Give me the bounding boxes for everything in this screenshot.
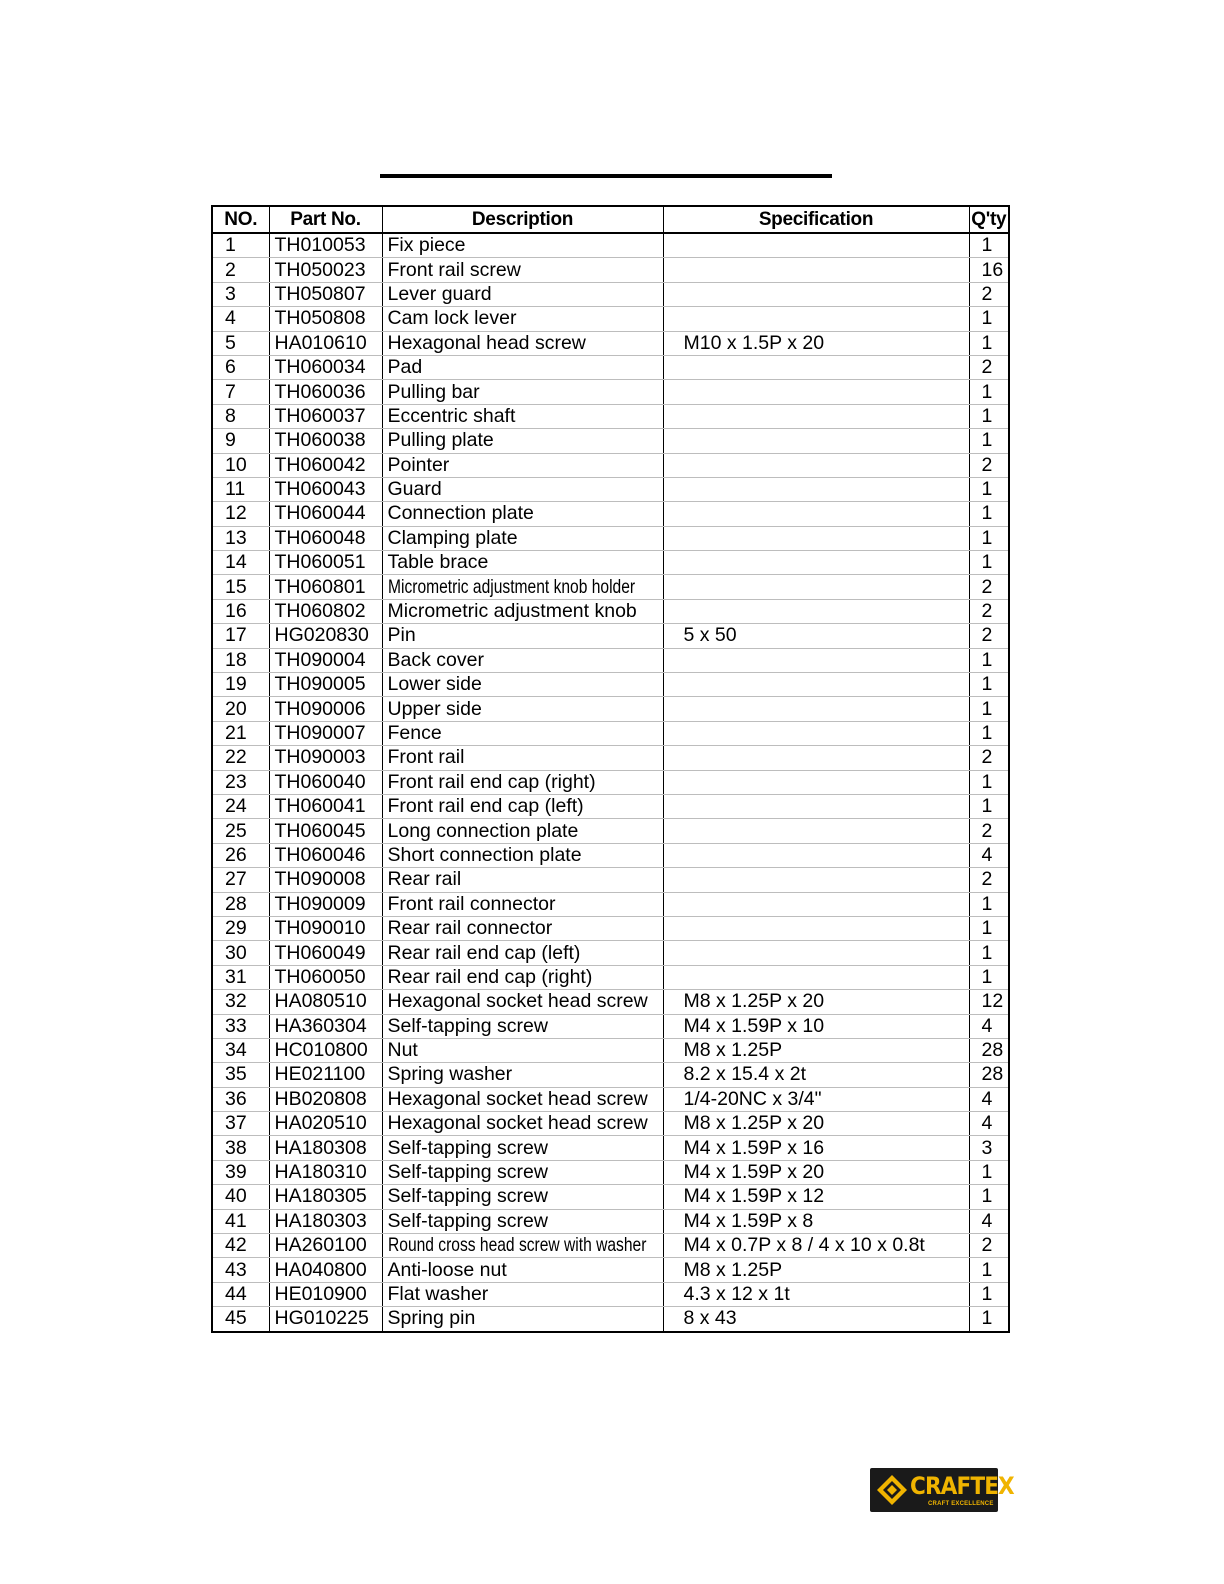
cell-no: 33 — [212, 1014, 269, 1038]
cell-no: 15 — [212, 575, 269, 599]
cell-specification — [663, 551, 969, 575]
table-row — [212, 453, 1009, 477]
cell-part-no: TH060038 — [269, 429, 382, 453]
header-no: NO. — [212, 206, 269, 233]
table-row — [212, 965, 1009, 989]
cell-part-no: HA010610 — [269, 331, 382, 355]
cell-qty: 28 — [969, 1063, 1009, 1087]
cell-specification — [663, 941, 969, 965]
cell-no: 37 — [212, 1112, 269, 1136]
cell-specification — [663, 258, 969, 282]
cell-qty: 1 — [969, 697, 1009, 721]
cell-no: 43 — [212, 1258, 269, 1282]
condensed-text: Micrometric adjustment knob holder — [387, 575, 635, 598]
cell-specification: M4 x 1.59P x 20 — [663, 1160, 969, 1184]
cell-description: Cam lock lever — [382, 307, 663, 331]
cell-no: 1 — [212, 233, 269, 258]
cell-part-no: TH060041 — [269, 794, 382, 818]
cell-specification — [663, 868, 969, 892]
cell-qty: 1 — [969, 1307, 1009, 1332]
cell-part-no: TH090009 — [269, 892, 382, 916]
cell-description: Upper side — [382, 697, 663, 721]
table-row — [212, 697, 1009, 721]
cell-qty: 3 — [969, 1136, 1009, 1160]
cell-no: 23 — [212, 770, 269, 794]
cell-qty: 4 — [969, 1112, 1009, 1136]
cell-part-no: TH050808 — [269, 307, 382, 331]
table-row — [212, 1136, 1009, 1160]
table-row — [212, 1112, 1009, 1136]
table-row — [212, 331, 1009, 355]
cell-part-no: TH060043 — [269, 477, 382, 501]
table-row — [212, 258, 1009, 282]
cell-description: Fix piece — [382, 233, 663, 258]
table-row — [212, 1307, 1009, 1332]
cell-no: 19 — [212, 673, 269, 697]
table-row — [212, 526, 1009, 550]
table-row — [212, 1063, 1009, 1087]
cell-specification — [663, 477, 969, 501]
cell-no: 29 — [212, 916, 269, 940]
table-row — [212, 599, 1009, 623]
cell-qty: 1 — [969, 721, 1009, 745]
title-underline — [380, 174, 832, 178]
cell-description: Rear rail end cap (left) — [382, 941, 663, 965]
table-row — [212, 575, 1009, 599]
table-row — [212, 1038, 1009, 1062]
table-row — [212, 1014, 1009, 1038]
table-row — [212, 282, 1009, 306]
cell-part-no: TH090006 — [269, 697, 382, 721]
cell-specification: M4 x 1.59P x 8 — [663, 1209, 969, 1233]
cell-part-no: TH060050 — [269, 965, 382, 989]
cell-description: Eccentric shaft — [382, 404, 663, 428]
cell-description: Back cover — [382, 648, 663, 672]
cell-no: 38 — [212, 1136, 269, 1160]
logo-tagline: CRAFT EXCELLENCE — [928, 1501, 994, 1507]
cell-description: Hexagonal socket head screw — [382, 1087, 663, 1111]
cell-description: Self-tapping screw — [382, 1160, 663, 1184]
cell-qty: 1 — [969, 380, 1009, 404]
cell-no: 5 — [212, 331, 269, 355]
parts-list-table — [211, 205, 1010, 1333]
table-row — [212, 1258, 1009, 1282]
cell-qty: 28 — [969, 1038, 1009, 1062]
cell-description: Short connection plate — [382, 843, 663, 867]
cell-qty: 1 — [969, 429, 1009, 453]
cell-description: Micrometric adjustment knob — [382, 599, 663, 623]
table-header-row — [212, 206, 1009, 233]
cell-description: Front rail — [382, 746, 663, 770]
cell-description: Fence — [382, 721, 663, 745]
cell-part-no: TH060051 — [269, 551, 382, 575]
table-row — [212, 819, 1009, 843]
cell-qty: 1 — [969, 770, 1009, 794]
cell-qty: 1 — [969, 673, 1009, 697]
cell-qty: 1 — [969, 307, 1009, 331]
cell-part-no: HA020510 — [269, 1112, 382, 1136]
cell-qty: 2 — [969, 868, 1009, 892]
cell-no: 21 — [212, 721, 269, 745]
cell-part-no: TH060045 — [269, 819, 382, 843]
table-row — [212, 990, 1009, 1014]
cell-no: 2 — [212, 258, 269, 282]
cell-specification: 8.2 x 15.4 x 2t — [663, 1063, 969, 1087]
cell-description: Pointer — [382, 453, 663, 477]
cell-description: Hexagonal socket head screw — [382, 1112, 663, 1136]
cell-description: Spring washer — [382, 1063, 663, 1087]
cell-no: 8 — [212, 404, 269, 428]
cell-qty: 1 — [969, 892, 1009, 916]
cell-qty: 1 — [969, 794, 1009, 818]
cell-qty: 2 — [969, 453, 1009, 477]
header-part-no: Part No. — [269, 206, 382, 233]
cell-part-no: TH050807 — [269, 282, 382, 306]
table-row — [212, 355, 1009, 379]
cell-description: Pin — [382, 624, 663, 648]
cell-part-no: HA180308 — [269, 1136, 382, 1160]
cell-specification — [663, 965, 969, 989]
table-row — [212, 624, 1009, 648]
cell-description: Self-tapping screw — [382, 1209, 663, 1233]
cell-description: Front rail connector — [382, 892, 663, 916]
cell-description: Flat washer — [382, 1282, 663, 1306]
cell-description: Rear rail end cap (right) — [382, 965, 663, 989]
cell-no: 45 — [212, 1307, 269, 1332]
cell-description: Lever guard — [382, 282, 663, 306]
cell-no: 25 — [212, 819, 269, 843]
cell-specification — [663, 404, 969, 428]
cell-specification: M8 x 1.25P x 20 — [663, 1112, 969, 1136]
cell-no: 14 — [212, 551, 269, 575]
table-row — [212, 770, 1009, 794]
header-specification: Specification — [663, 206, 969, 233]
cell-part-no: TH060049 — [269, 941, 382, 965]
cell-part-no: HE021100 — [269, 1063, 382, 1087]
cell-no: 6 — [212, 355, 269, 379]
cell-qty: 2 — [969, 575, 1009, 599]
cell-specification — [663, 794, 969, 818]
cell-specification: M4 x 1.59P x 10 — [663, 1014, 969, 1038]
cell-no: 12 — [212, 502, 269, 526]
cell-qty: 1 — [969, 477, 1009, 501]
cell-no: 11 — [212, 477, 269, 501]
cell-part-no: TH090004 — [269, 648, 382, 672]
cell-specification — [663, 721, 969, 745]
cell-qty: 1 — [969, 916, 1009, 940]
cell-qty: 4 — [969, 1209, 1009, 1233]
cell-part-no: HG010225 — [269, 1307, 382, 1332]
cell-description: Clamping plate — [382, 526, 663, 550]
cell-part-no: HA180305 — [269, 1185, 382, 1209]
cell-qty: 2 — [969, 355, 1009, 379]
cell-part-no: TH060034 — [269, 355, 382, 379]
cell-qty: 4 — [969, 843, 1009, 867]
cell-specification: 8 x 43 — [663, 1307, 969, 1332]
cell-part-no: HC010800 — [269, 1038, 382, 1062]
cell-no: 39 — [212, 1160, 269, 1184]
cell-no: 31 — [212, 965, 269, 989]
header-description: Description — [382, 206, 663, 233]
cell-qty: 1 — [969, 1282, 1009, 1306]
cell-no: 35 — [212, 1063, 269, 1087]
cell-description: Spring pin — [382, 1307, 663, 1332]
table-row — [212, 1185, 1009, 1209]
cell-qty: 12 — [969, 990, 1009, 1014]
cell-qty: 1 — [969, 331, 1009, 355]
cell-specification — [663, 892, 969, 916]
cell-no: 44 — [212, 1282, 269, 1306]
cell-qty: 1 — [969, 502, 1009, 526]
cell-description: Hexagonal head screw — [382, 331, 663, 355]
cell-specification — [663, 282, 969, 306]
cell-qty: 16 — [969, 258, 1009, 282]
cell-part-no: TH060042 — [269, 453, 382, 477]
logo-brand: CRAFTEX — [910, 1472, 1014, 1500]
table-row — [212, 916, 1009, 940]
cell-specification: M4 x 1.59P x 16 — [663, 1136, 969, 1160]
cell-specification — [663, 233, 969, 258]
cell-description: Front rail end cap (left) — [382, 794, 663, 818]
cell-part-no: TH050023 — [269, 258, 382, 282]
cell-description: Rear rail connector — [382, 916, 663, 940]
cell-description: Pulling plate — [382, 429, 663, 453]
cell-part-no: HE010900 — [269, 1282, 382, 1306]
cell-no: 3 — [212, 282, 269, 306]
cell-specification: 5 x 50 — [663, 624, 969, 648]
cell-part-no: TH060040 — [269, 770, 382, 794]
cell-specification — [663, 673, 969, 697]
table-row — [212, 648, 1009, 672]
cell-description: Front rail end cap (right) — [382, 770, 663, 794]
cell-qty: 2 — [969, 282, 1009, 306]
table-row — [212, 721, 1009, 745]
cell-part-no: HA040800 — [269, 1258, 382, 1282]
table-body — [212, 233, 1009, 1332]
cell-no: 17 — [212, 624, 269, 648]
table-row — [212, 551, 1009, 575]
cell-no: 13 — [212, 526, 269, 550]
cell-no: 9 — [212, 429, 269, 453]
cell-description: Self-tapping screw — [382, 1136, 663, 1160]
cell-description — [382, 1234, 663, 1258]
condensed-text: Round cross head screw with washer — [387, 1234, 646, 1257]
diamond-logo-icon — [876, 1474, 908, 1506]
table-row — [212, 1282, 1009, 1306]
cell-description: Connection plate — [382, 502, 663, 526]
table-row — [212, 673, 1009, 697]
cell-specification: M4 x 0.7P x 8 / 4 x 10 x 0.8t — [663, 1234, 969, 1258]
cell-qty: 1 — [969, 648, 1009, 672]
cell-qty: 1 — [969, 233, 1009, 258]
table-row — [212, 404, 1009, 428]
cell-no: 32 — [212, 990, 269, 1014]
cell-part-no: TH090008 — [269, 868, 382, 892]
cell-qty: 2 — [969, 624, 1009, 648]
cell-no: 16 — [212, 599, 269, 623]
cell-qty: 1 — [969, 551, 1009, 575]
cell-specification: M10 x 1.5P x 20 — [663, 331, 969, 355]
cell-description: Long connection plate — [382, 819, 663, 843]
cell-specification — [663, 526, 969, 550]
cell-specification: M4 x 1.59P x 12 — [663, 1185, 969, 1209]
cell-qty: 4 — [969, 1087, 1009, 1111]
cell-specification: M8 x 1.25P x 20 — [663, 990, 969, 1014]
cell-no: 30 — [212, 941, 269, 965]
cell-no: 28 — [212, 892, 269, 916]
cell-part-no: TH010053 — [269, 233, 382, 258]
cell-no: 24 — [212, 794, 269, 818]
cell-qty: 1 — [969, 526, 1009, 550]
table-row — [212, 1209, 1009, 1233]
cell-specification — [663, 819, 969, 843]
cell-specification — [663, 599, 969, 623]
cell-part-no: HA080510 — [269, 990, 382, 1014]
cell-description: Table brace — [382, 551, 663, 575]
cell-no: 41 — [212, 1209, 269, 1233]
cell-specification — [663, 502, 969, 526]
cell-no: 18 — [212, 648, 269, 672]
cell-part-no: HB020808 — [269, 1087, 382, 1111]
cell-description: Pulling bar — [382, 380, 663, 404]
cell-no: 20 — [212, 697, 269, 721]
table-row — [212, 868, 1009, 892]
table-row — [212, 233, 1009, 258]
table-row — [212, 1234, 1009, 1258]
cell-part-no: TH090005 — [269, 673, 382, 697]
cell-specification — [663, 648, 969, 672]
cell-description — [382, 575, 663, 599]
cell-part-no: HA180310 — [269, 1160, 382, 1184]
table-row — [212, 1087, 1009, 1111]
cell-specification — [663, 429, 969, 453]
cell-qty: 1 — [969, 965, 1009, 989]
cell-no: 4 — [212, 307, 269, 331]
cell-no: 42 — [212, 1234, 269, 1258]
cell-specification — [663, 746, 969, 770]
table-row — [212, 941, 1009, 965]
cell-no: 36 — [212, 1087, 269, 1111]
cell-qty: 1 — [969, 1185, 1009, 1209]
cell-part-no: TH090003 — [269, 746, 382, 770]
cell-no: 22 — [212, 746, 269, 770]
table-row — [212, 794, 1009, 818]
table-row — [212, 1160, 1009, 1184]
cell-part-no: TH060802 — [269, 599, 382, 623]
cell-description: Anti-loose nut — [382, 1258, 663, 1282]
cell-specification: M8 x 1.25P — [663, 1038, 969, 1062]
cell-part-no: HG020830 — [269, 624, 382, 648]
table-row — [212, 429, 1009, 453]
cell-description: Self-tapping screw — [382, 1185, 663, 1209]
table-row — [212, 307, 1009, 331]
cell-no: 26 — [212, 843, 269, 867]
cell-specification: 1/4-20NC x 3/4" — [663, 1087, 969, 1111]
cell-specification — [663, 843, 969, 867]
cell-qty: 1 — [969, 1160, 1009, 1184]
table-row — [212, 746, 1009, 770]
cell-description: Guard — [382, 477, 663, 501]
cell-specification: M8 x 1.25P — [663, 1258, 969, 1282]
cell-specification — [663, 453, 969, 477]
cell-specification — [663, 355, 969, 379]
cell-description: Lower side — [382, 673, 663, 697]
cell-part-no: HA360304 — [269, 1014, 382, 1038]
cell-qty: 2 — [969, 746, 1009, 770]
header-qty: Q'ty — [969, 206, 1009, 233]
cell-no: 40 — [212, 1185, 269, 1209]
cell-no: 7 — [212, 380, 269, 404]
cell-specification: 4.3 x 12 x 1t — [663, 1282, 969, 1306]
cell-qty: 1 — [969, 1258, 1009, 1282]
cell-part-no: TH060801 — [269, 575, 382, 599]
cell-description: Rear rail — [382, 868, 663, 892]
cell-part-no: TH060044 — [269, 502, 382, 526]
table-row — [212, 477, 1009, 501]
cell-specification — [663, 770, 969, 794]
cell-qty: 2 — [969, 819, 1009, 843]
table-row — [212, 892, 1009, 916]
craftex-logo — [870, 1468, 1014, 1512]
cell-qty: 4 — [969, 1014, 1009, 1038]
cell-part-no: HA260100 — [269, 1234, 382, 1258]
cell-qty: 2 — [969, 599, 1009, 623]
cell-part-no: TH060036 — [269, 380, 382, 404]
cell-specification — [663, 697, 969, 721]
cell-part-no: TH060046 — [269, 843, 382, 867]
cell-qty: 1 — [969, 404, 1009, 428]
cell-no: 27 — [212, 868, 269, 892]
table-row — [212, 380, 1009, 404]
cell-part-no: TH090010 — [269, 916, 382, 940]
cell-qty: 2 — [969, 1234, 1009, 1258]
cell-description: Self-tapping screw — [382, 1014, 663, 1038]
cell-description: Pad — [382, 355, 663, 379]
cell-specification — [663, 307, 969, 331]
cell-part-no: TH060037 — [269, 404, 382, 428]
cell-qty: 1 — [969, 941, 1009, 965]
cell-part-no: TH090007 — [269, 721, 382, 745]
cell-no: 34 — [212, 1038, 269, 1062]
cell-part-no: TH060048 — [269, 526, 382, 550]
cell-part-no: HA180303 — [269, 1209, 382, 1233]
cell-description: Hexagonal socket head screw — [382, 990, 663, 1014]
cell-no: 10 — [212, 453, 269, 477]
cell-specification — [663, 916, 969, 940]
cell-specification — [663, 380, 969, 404]
cell-specification — [663, 575, 969, 599]
cell-description: Front rail screw — [382, 258, 663, 282]
table-row — [212, 843, 1009, 867]
table-row — [212, 502, 1009, 526]
cell-description: Nut — [382, 1038, 663, 1062]
